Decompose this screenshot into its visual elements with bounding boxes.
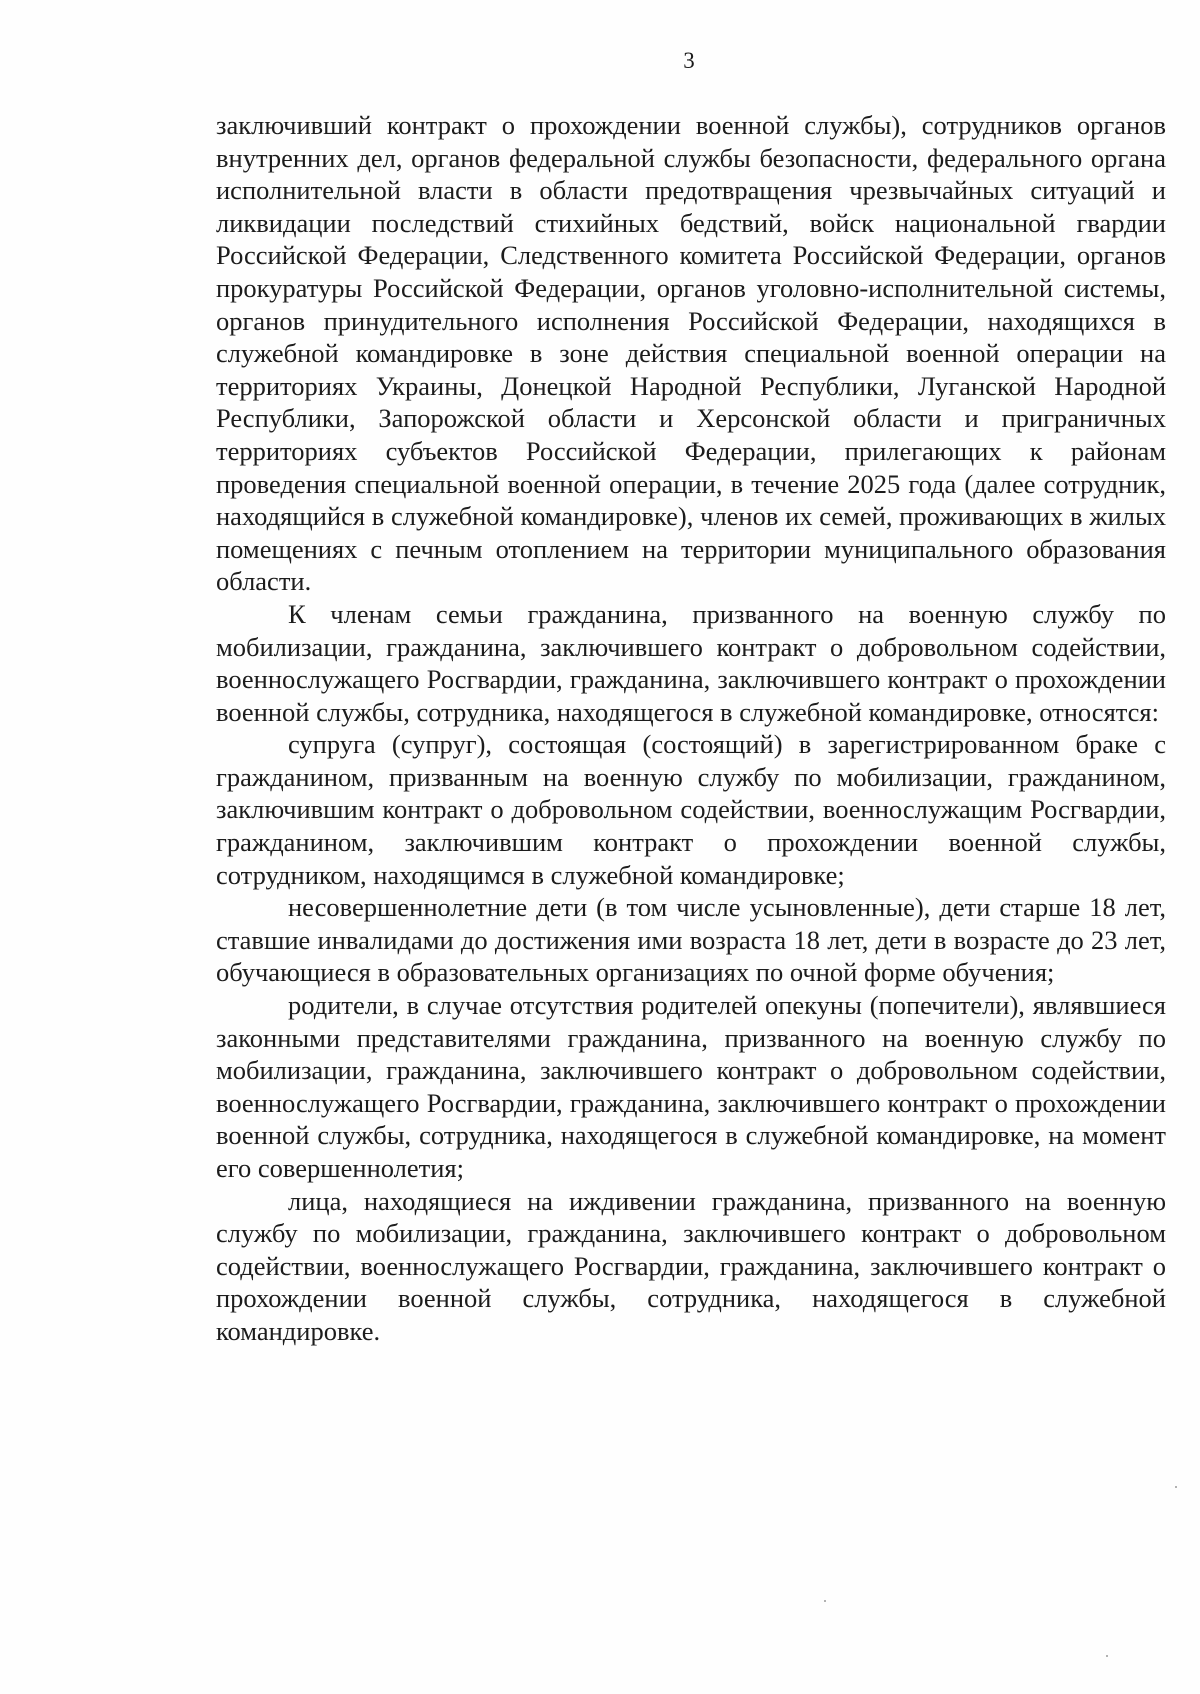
scan-speck [1175, 1486, 1177, 1488]
paragraph-dependents: лица, находящиеся на иждивении гражданина, призванного на военную службу по мобилизации, гражданина, заключившего контракт о добровольном содействии, военнослужащего Росгвардии, гражданина, заключившего контракт о прохождении военной службы, сотрудника, находящегося в служебной командировке. [216, 1185, 1166, 1346]
paragraph-spouse: супруга (супруг), состоящая (состоящий) в зарегистрированном браке с гражданином, призванным на военную службу по мобилизации, гражданином, заключившим контракт о добровольном содействии, военнослужащим Росгвардии, гражданином, заключившим контракт о прохождении военной службы, сотрудником, находящимся в служебной командировке; [216, 729, 1166, 890]
paragraph-parents: родители, в случае отсутствия родителей опекуны (попечители), являвшиеся законными представителями гражданина, призванного на военную службу по мобилизации, гражданина, заключившего контракт о добровольном содействии, военнослужащего Росгвардии, гражданина, заключившего контракт о прохождении военной службы, сотрудника, находящегося в служебной командировке, на момент его совершеннолетия; [216, 990, 1166, 1183]
scan-speck [824, 1600, 826, 1602]
page-number: 3 [683, 48, 695, 73]
paragraph-family-members: К членам семьи гражданина, призванного на военную службу по мобилизации, гражданина, заключившего контракт о добровольном содействии, военнослужащего Росгвардии, гражданина, заключившего контракт о прохождении военной службы, сотрудника, находящегося в служебной командировке, относятся: [216, 598, 1166, 727]
document-body [216, 109, 1166, 1348]
scan-speck [1106, 1655, 1108, 1657]
paragraph-children: несовершеннолетние дети (в том числе усыновленные), дети старше 18 лет, ставшие инвалидами до достижения ими возраста 18 лет, дети в возрасте до 23 лет, обучающиеся в образовательных организациях по очной форме обучения; [216, 892, 1166, 988]
paragraph-continuation: заключивший контракт о прохождении военной службы), сотрудников органов внутренних дел, органов федеральной службы безопасности, федерального органа исполнительной власти в области предотвращения чрезвычайных ситуаций и ликвидации последствий стихийных бедствий, войск национальной гвардии Российской Федерации, Следственного комитета Российской Федерации, органов прокуратуры Российской Федерации, органов уголовно-исполнительной системы, органов принудительного исполнения Российской Федерации, находящихся в служебной командировке в зоне действия специальной военной операции на территориях Украины, Донецкой Народной Республики, Луганской Народной Республики, Запорожской области и Херсонской области и приграничных территориях субъектов Российской Федерации, прилегающих к районам проведения специальной военной операции, в течение 2025 года (далее сотрудник, находящийся в служебной командировке), членов их семей, проживающих в жилых помещениях с печным отоплением на территории муниципального образования области. [216, 110, 1166, 597]
